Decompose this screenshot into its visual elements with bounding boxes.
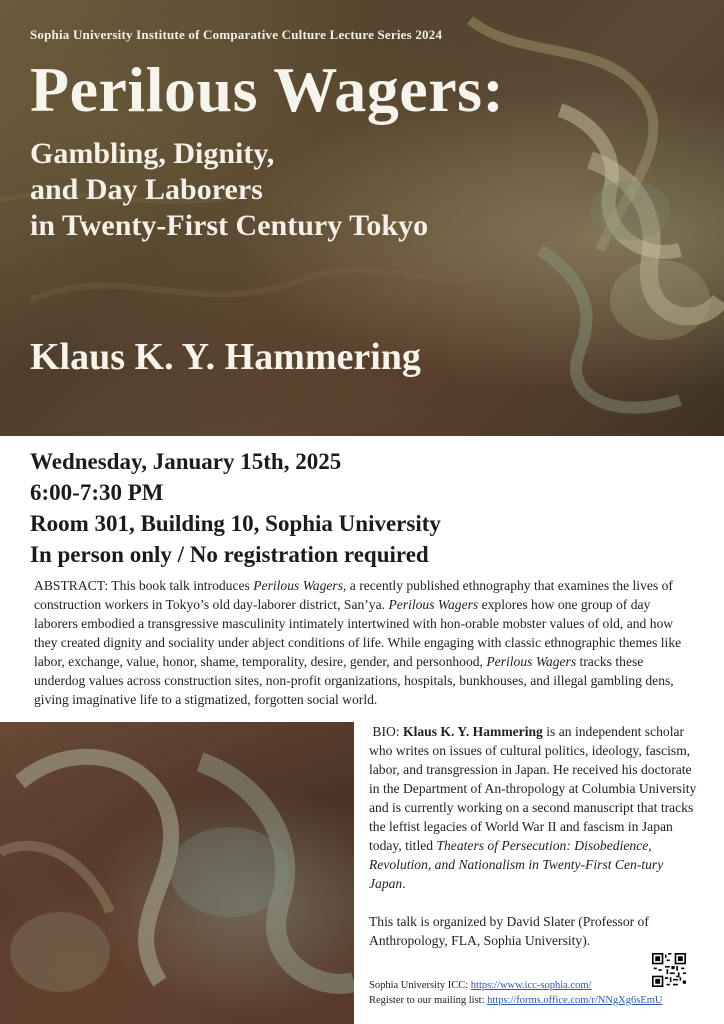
bio-paragraph [369, 722, 699, 893]
speaker-name: Klaus K. Y. Hammering [30, 336, 421, 378]
lecture-series-label: Sophia University Institute of Comparative Culture Lecture Series 2024 [30, 27, 443, 42]
dragon-artwork-detail [0, 722, 354, 1024]
abstract-paragraph [34, 576, 694, 709]
hero-artwork [0, 0, 724, 436]
subtitle-line: and Day Laborers [30, 173, 263, 206]
links-block [369, 978, 699, 1008]
book-title: Perilous Wagers [486, 654, 577, 669]
abstract-text: explores how one group of day laborers embodied a transgressive masculinity intimately intertwined with hon-orable mobster values of old, and how they created dignity and sociality under abject conditions of life. While engaging with classic ethnographic themes like labor, exchange, value, honor, shame, temporality, desire, gender, and personhood, [34, 597, 682, 669]
subtitle [30, 136, 428, 244]
event-date: Wednesday, January 15th, 2025 [30, 449, 342, 474]
abstract-text: tracks these underdog values across construction sites, non-profit organizations, hospitals, bunkhouses, and illegal gambling dens, giving imaginative life to a stigmatized, forgotten social world. [34, 654, 674, 707]
bio-book-title: Theaters of Persecution: Disobedience, Revolution, and Nationalism in Twenty-First Cen-tury Japan [369, 838, 664, 891]
event-details [30, 446, 441, 570]
icc-website-link[interactable]: https://www.icc-sophia.com/ [470, 980, 592, 991]
abstract-text: , a recently published ethnography that examines the lives of construction workers in Tokyo’s old day-laborer district, San’ya. [34, 578, 673, 612]
event-location: Room 301, Building 10, Sophia University [30, 511, 441, 536]
dragon-artwork-image [0, 722, 354, 1024]
event-attendance: In person only / No registration required [30, 542, 429, 567]
bio-label: BIO: [372, 724, 403, 739]
subtitle-line: Gambling, Dignity, [30, 137, 275, 170]
page-title: Perilous Wagers: [30, 54, 505, 125]
abstract-label: ABSTRACT: [34, 578, 109, 593]
subtitle-line: in Twenty-First Century Tokyo [30, 209, 429, 242]
icc-label: Sophia University ICC: [369, 980, 471, 991]
book-title: Perilous Wagers [253, 578, 343, 593]
event-time: 6:00-7:30 PM [30, 480, 164, 505]
organizer-note: This talk is organized by David Slater (Professor of Anthropology, FLA, Sophia University). [369, 914, 649, 948]
mailing-list-label: Register to our mailing list: [369, 995, 488, 1006]
mailing-list-link[interactable]: https://forms.office.com/r/NNgXg6sEmU [487, 995, 663, 1006]
book-title: Perilous Wagers [388, 597, 479, 612]
bio-text: . [402, 876, 406, 891]
bio-text: is an independent scholar who writes on issues of cultural politics, ideology, fascism, labor, and transgression in Japan. He received his doctorate in the Department of An-thropology at Columbia University and is currently working on a second manuscript that tracks the leftist legacies of World War II and fascism in Japan today, titled [369, 724, 697, 853]
qr-code-icon[interactable] [652, 953, 686, 987]
bio-name: Klaus K. Y. Hammering [403, 724, 543, 739]
abstract-text: This book talk introduces [108, 578, 254, 593]
